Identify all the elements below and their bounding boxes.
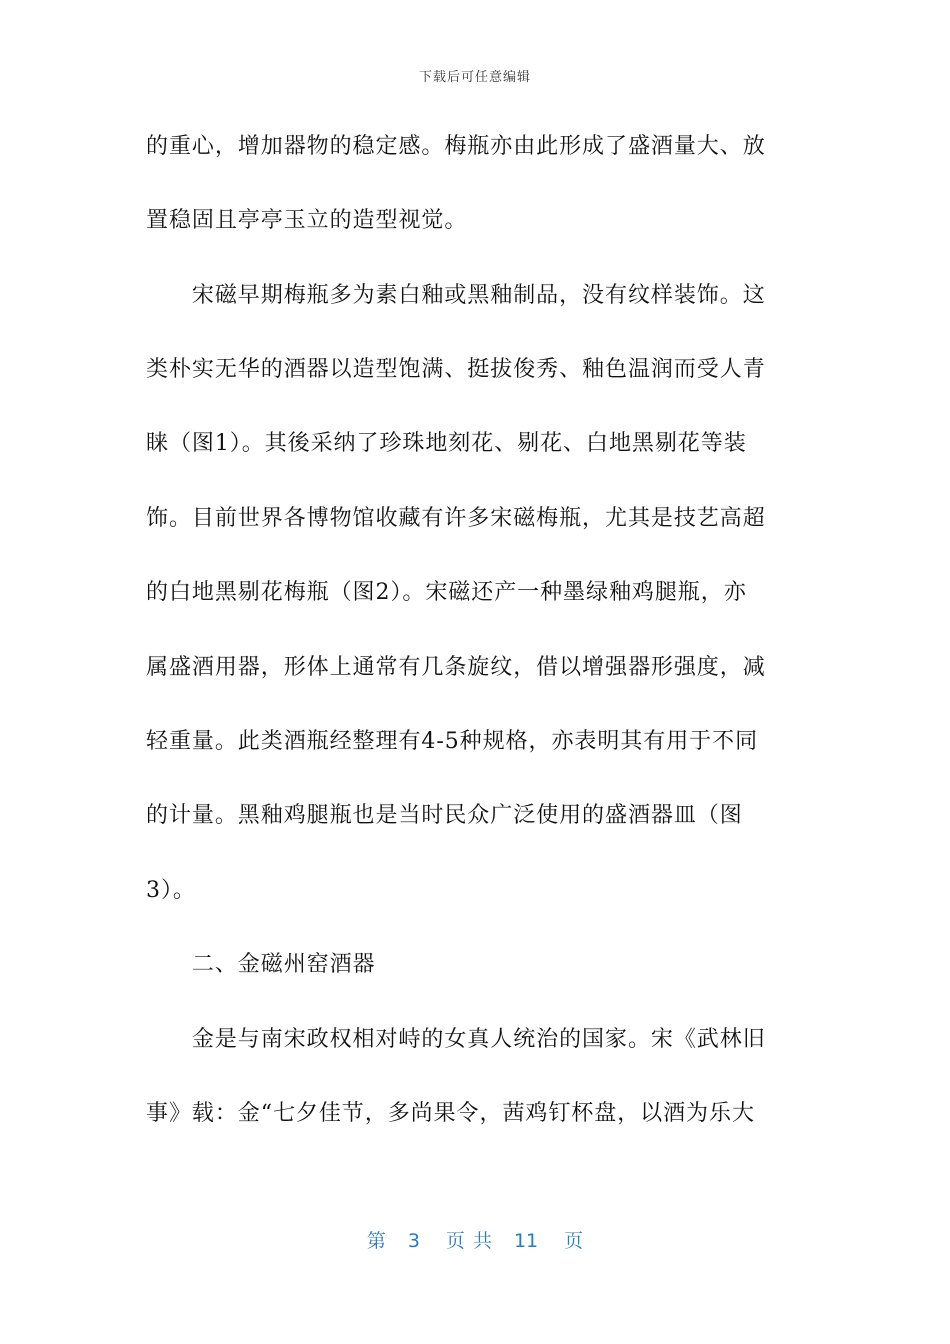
footer-prefix: 第 bbox=[366, 1230, 386, 1252]
text-line: 金是与南宋政权相对峙的女真人统治的国家。宋《武林旧 bbox=[146, 1027, 766, 1052]
text-line: 宋磁早期梅瓶多为素白釉或黑釉制品，没有纹样装饰。这 bbox=[146, 283, 766, 308]
text-line: 的重心，增加器物的稳定感。梅瓶亦由此形成了盛酒量大、放 bbox=[146, 134, 766, 159]
text-line: 的计量。黑釉鸡腿瓶也是当时民众广泛使用的盛酒器皿（图 bbox=[146, 803, 743, 828]
footer-total-pages: 11 bbox=[513, 1230, 539, 1252]
text-line: 睐（图1）。其後采纳了珍珠地刻花、剔花、白地黑剔花等装 bbox=[146, 431, 747, 456]
footer-middle: 页 共 bbox=[445, 1230, 492, 1252]
text-line: 的白地黑剔花梅瓶（图2）。宋磁还产一种墨绿釉鸡腿瓶，亦 bbox=[146, 580, 747, 605]
footer-suffix: 页 bbox=[564, 1230, 584, 1252]
page-header-note: 下载后可任意编辑 bbox=[418, 70, 531, 85]
text-line: 轻重量。此类酒瓶经整理有4-5种规格，亦表明其有用于不同 bbox=[146, 729, 759, 754]
text-line: 3）。 bbox=[146, 878, 196, 903]
page-number-footer bbox=[0, 1226, 950, 1253]
text-line: 置稳固且亭亭玉立的造型视觉。 bbox=[146, 208, 468, 233]
text-line: 饰。目前世界各博物馆收藏有许多宋磁梅瓶，尤其是技艺高超 bbox=[146, 506, 766, 531]
section-heading: 二、金磁州窑酒器 bbox=[146, 952, 376, 977]
text-line: 类朴实无华的酒器以造型饱满、挺拔俊秀、釉色温润而受人青 bbox=[146, 357, 766, 382]
text-line: 属盛酒用器，形体上通常有几条旋纹，借以增强器形强度，减 bbox=[146, 655, 766, 680]
footer-current-page: 3 bbox=[407, 1230, 420, 1252]
text-line: 事》载：金“七夕佳节，多尚果令，茜鸡钉杯盘，以酒为乐大 bbox=[146, 1101, 755, 1126]
